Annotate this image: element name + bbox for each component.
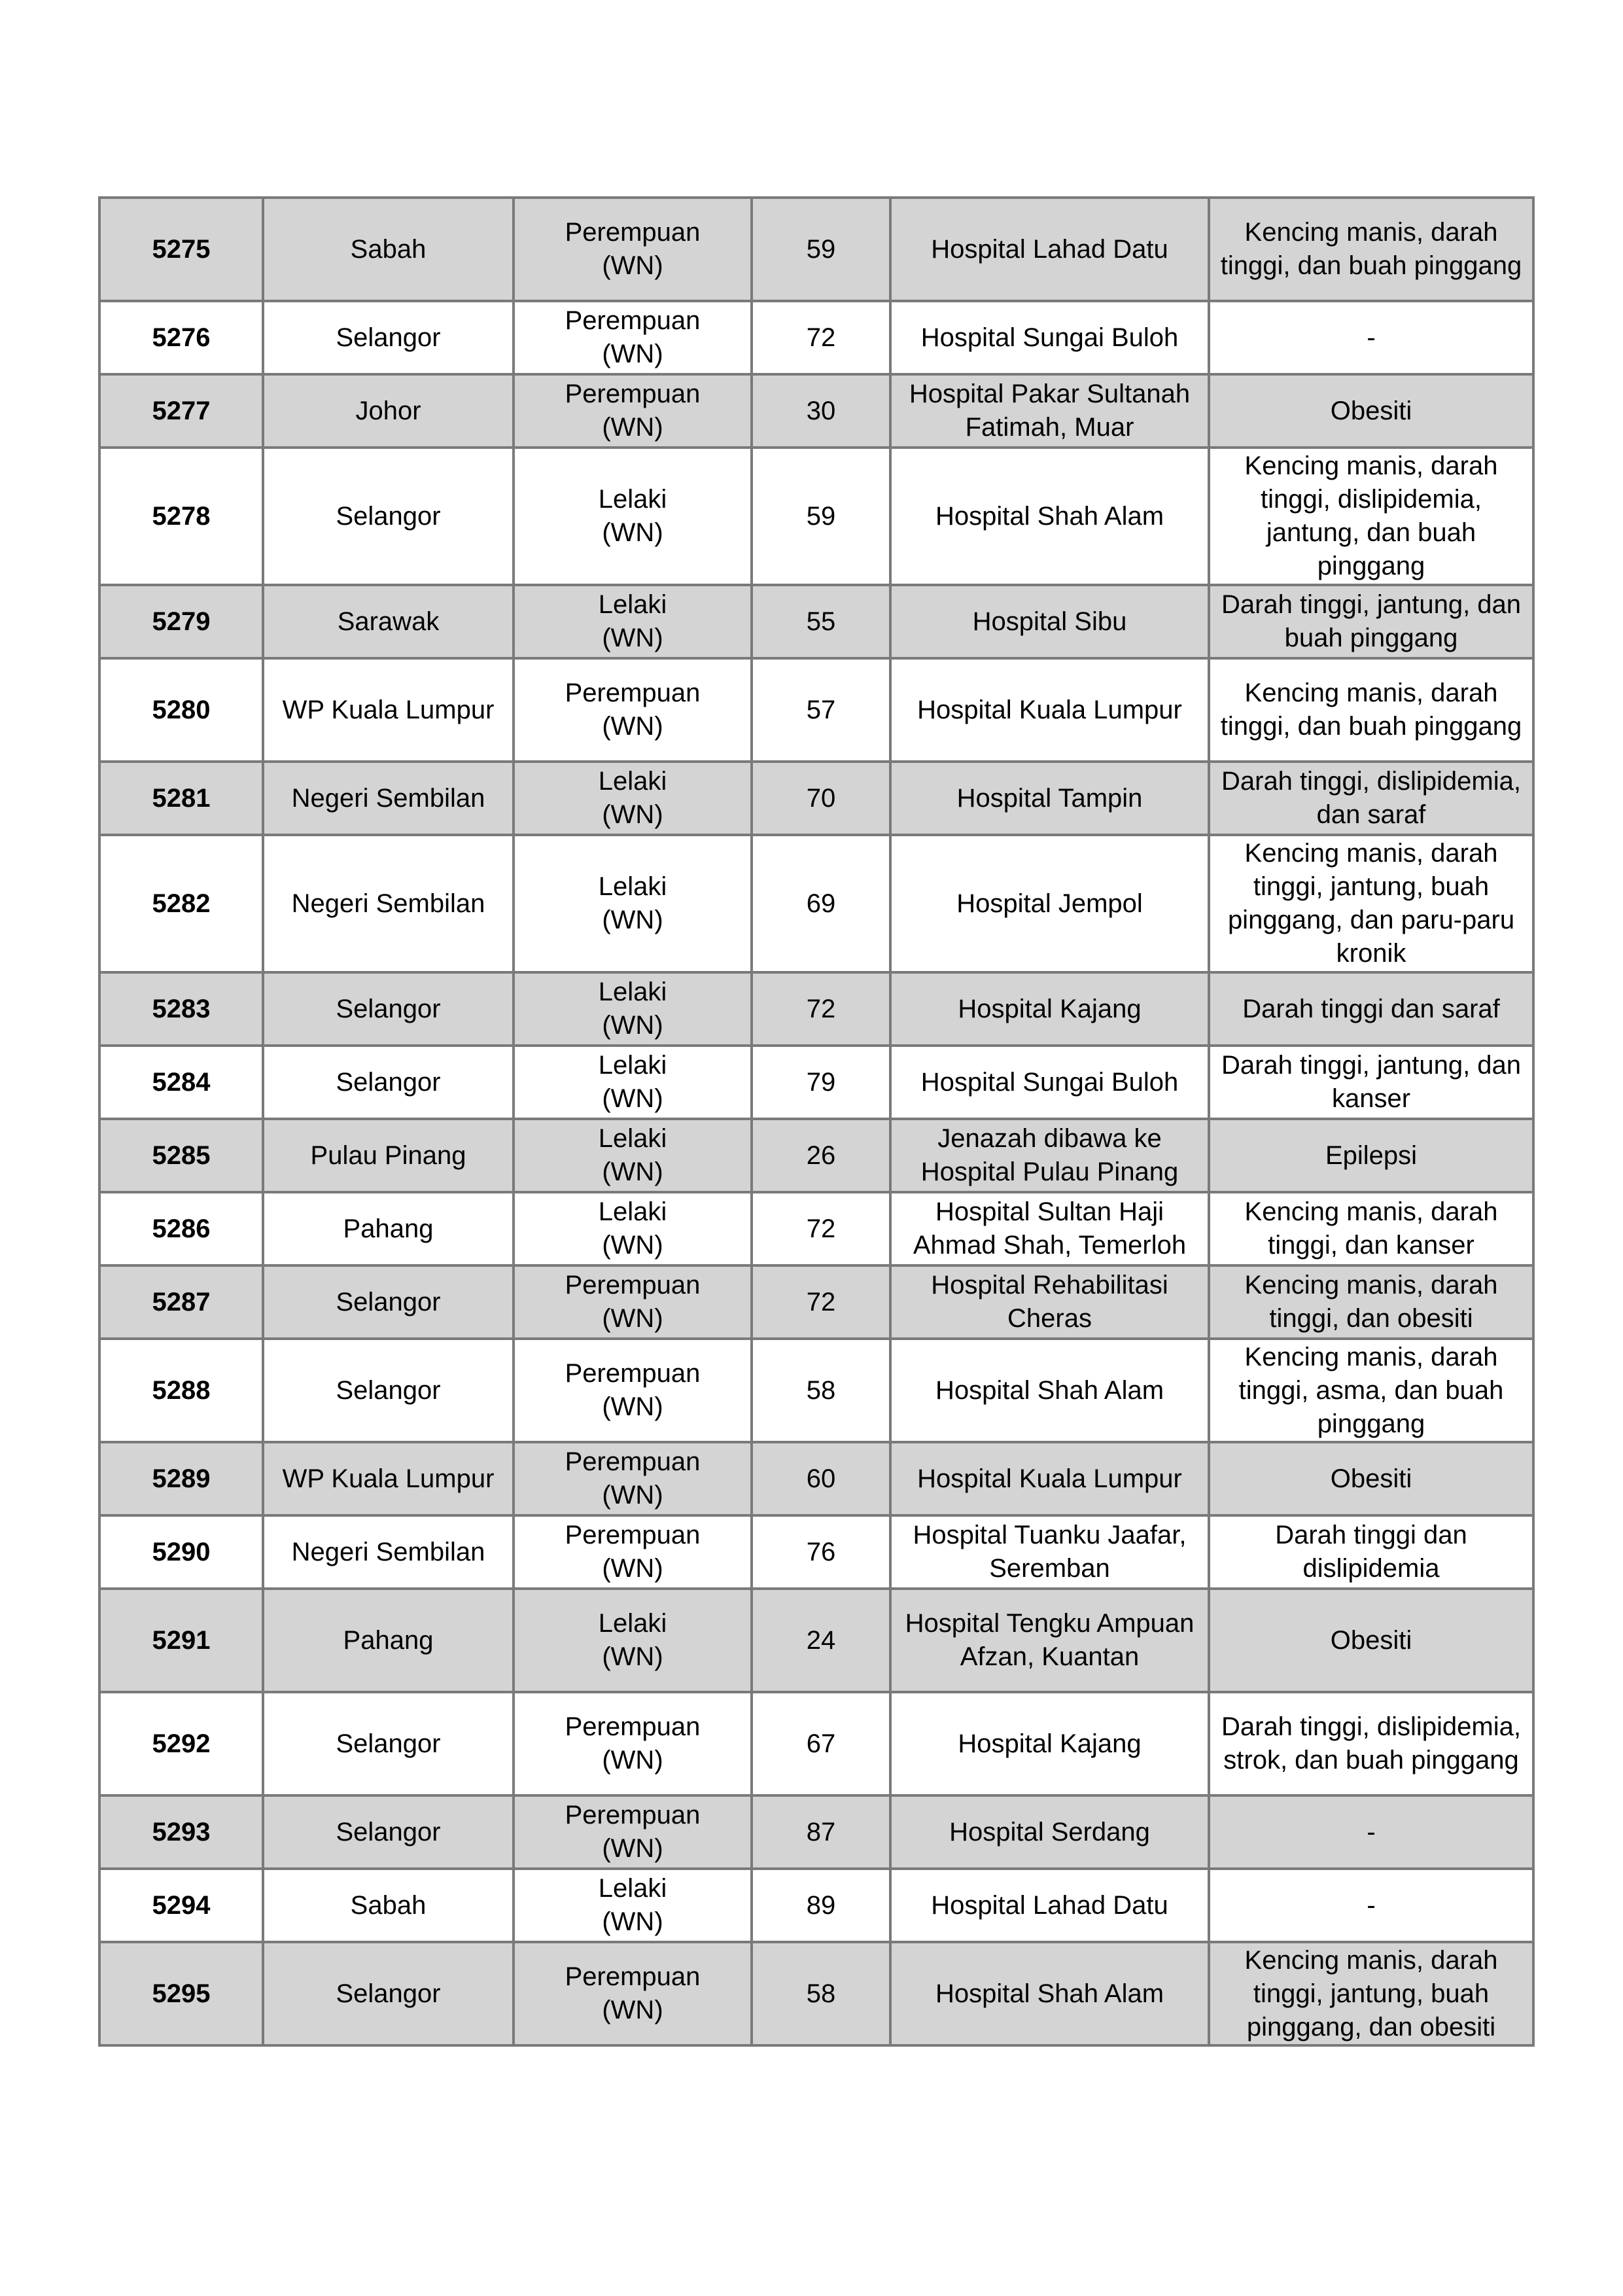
comorbidity-cell: - bbox=[1209, 1795, 1533, 1869]
case-number: 5284 bbox=[99, 1046, 263, 1119]
hospital-cell: Hospital Sibu bbox=[890, 585, 1209, 658]
table-row bbox=[99, 1795, 1533, 1869]
table-row bbox=[99, 1119, 1533, 1192]
gender-cell: Perempuan (WN) bbox=[514, 374, 752, 448]
case-number: 5292 bbox=[99, 1692, 263, 1795]
comorbidity-cell: Kencing manis, darah tinggi, dan kanser bbox=[1209, 1192, 1533, 1265]
table-row bbox=[99, 1692, 1533, 1795]
case-number: 5276 bbox=[99, 301, 263, 374]
comorbidity-cell: Obesiti bbox=[1209, 1589, 1533, 1692]
hospital-cell: Hospital Sungai Buloh bbox=[890, 301, 1209, 374]
comorbidity-cell: - bbox=[1209, 1869, 1533, 1942]
case-number: 5294 bbox=[99, 1869, 263, 1942]
age-cell: 58 bbox=[752, 1339, 890, 1442]
age-cell: 72 bbox=[752, 1192, 890, 1265]
case-number: 5287 bbox=[99, 1265, 263, 1339]
state-cell: Sabah bbox=[263, 1869, 514, 1942]
state-cell: Pahang bbox=[263, 1192, 514, 1265]
case-number: 5293 bbox=[99, 1795, 263, 1869]
age-cell: 59 bbox=[752, 448, 890, 585]
case-number: 5282 bbox=[99, 835, 263, 972]
age-cell: 24 bbox=[752, 1589, 890, 1692]
state-cell: Selangor bbox=[263, 448, 514, 585]
table-row bbox=[99, 762, 1533, 835]
hospital-cell: Hospital Kuala Lumpur bbox=[890, 1442, 1209, 1515]
hospital-cell: Hospital Pakar Sultanah Fatimah, Muar bbox=[890, 374, 1209, 448]
gender-cell: Lelaki (WN) bbox=[514, 585, 752, 658]
case-number: 5285 bbox=[99, 1119, 263, 1192]
age-cell: 72 bbox=[752, 972, 890, 1046]
comorbidity-cell: Darah tinggi dan dislipidemia bbox=[1209, 1515, 1533, 1589]
age-cell: 76 bbox=[752, 1515, 890, 1589]
age-cell: 30 bbox=[752, 374, 890, 448]
hospital-cell: Hospital Jempol bbox=[890, 835, 1209, 972]
age-cell: 55 bbox=[752, 585, 890, 658]
age-cell: 87 bbox=[752, 1795, 890, 1869]
table-row bbox=[99, 1442, 1533, 1515]
state-cell: Selangor bbox=[263, 1942, 514, 2045]
age-cell: 57 bbox=[752, 658, 890, 762]
hospital-cell: Hospital Lahad Datu bbox=[890, 198, 1209, 301]
gender-cell: Perempuan (WN) bbox=[514, 658, 752, 762]
death-cases-table bbox=[98, 196, 1535, 2047]
table-row bbox=[99, 448, 1533, 585]
state-cell: Negeri Sembilan bbox=[263, 762, 514, 835]
comorbidity-cell: Kencing manis, darah tinggi, jantung, buah pinggang, dan obesiti bbox=[1209, 1942, 1533, 2045]
case-number: 5281 bbox=[99, 762, 263, 835]
comorbidity-cell: Darah tinggi, jantung, dan buah pinggang bbox=[1209, 585, 1533, 658]
state-cell: WP Kuala Lumpur bbox=[263, 1442, 514, 1515]
table-row bbox=[99, 1192, 1533, 1265]
hospital-cell: Hospital Kajang bbox=[890, 1692, 1209, 1795]
table-row bbox=[99, 374, 1533, 448]
hospital-cell: Hospital Sungai Buloh bbox=[890, 1046, 1209, 1119]
table-row bbox=[99, 1869, 1533, 1942]
gender-cell: Perempuan (WN) bbox=[514, 198, 752, 301]
age-cell: 67 bbox=[752, 1692, 890, 1795]
case-number: 5291 bbox=[99, 1589, 263, 1692]
comorbidity-cell: Kencing manis, darah tinggi, jantung, buah pinggang, dan paru-paru kronik bbox=[1209, 835, 1533, 972]
hospital-cell: Jenazah dibawa ke Hospital Pulau Pinang bbox=[890, 1119, 1209, 1192]
gender-cell: Perempuan (WN) bbox=[514, 1942, 752, 2045]
age-cell: 72 bbox=[752, 1265, 890, 1339]
gender-cell: Lelaki (WN) bbox=[514, 1869, 752, 1942]
age-cell: 60 bbox=[752, 1442, 890, 1515]
state-cell: Selangor bbox=[263, 1339, 514, 1442]
comorbidity-cell: Kencing manis, darah tinggi, asma, dan buah pinggang bbox=[1209, 1339, 1533, 1442]
gender-cell: Perempuan (WN) bbox=[514, 1265, 752, 1339]
table-row bbox=[99, 658, 1533, 762]
hospital-cell: Hospital Shah Alam bbox=[890, 1339, 1209, 1442]
state-cell: Selangor bbox=[263, 1692, 514, 1795]
age-cell: 59 bbox=[752, 198, 890, 301]
state-cell: Pahang bbox=[263, 1589, 514, 1692]
comorbidity-cell: Darah tinggi, jantung, dan kanser bbox=[1209, 1046, 1533, 1119]
case-number: 5286 bbox=[99, 1192, 263, 1265]
gender-cell: Lelaki (WN) bbox=[514, 762, 752, 835]
hospital-cell: Hospital Kajang bbox=[890, 972, 1209, 1046]
comorbidity-cell: Obesiti bbox=[1209, 374, 1533, 448]
state-cell: Negeri Sembilan bbox=[263, 835, 514, 972]
gender-cell: Lelaki (WN) bbox=[514, 1192, 752, 1265]
hospital-cell: Hospital Serdang bbox=[890, 1795, 1209, 1869]
state-cell: Selangor bbox=[263, 301, 514, 374]
state-cell: Pulau Pinang bbox=[263, 1119, 514, 1192]
case-number: 5295 bbox=[99, 1942, 263, 2045]
gender-cell: Lelaki (WN) bbox=[514, 1589, 752, 1692]
state-cell: Selangor bbox=[263, 1265, 514, 1339]
gender-cell: Perempuan (WN) bbox=[514, 1515, 752, 1589]
case-number: 5278 bbox=[99, 448, 263, 585]
table-row bbox=[99, 1942, 1533, 2045]
comorbidity-cell: Epilepsi bbox=[1209, 1119, 1533, 1192]
comorbidity-cell: Darah tinggi, dislipidemia, strok, dan buah pinggang bbox=[1209, 1692, 1533, 1795]
hospital-cell: Hospital Tampin bbox=[890, 762, 1209, 835]
state-cell: Johor bbox=[263, 374, 514, 448]
table-row bbox=[99, 1589, 1533, 1692]
comorbidity-cell: - bbox=[1209, 301, 1533, 374]
table-row bbox=[99, 1265, 1533, 1339]
gender-cell: Lelaki (WN) bbox=[514, 835, 752, 972]
age-cell: 69 bbox=[752, 835, 890, 972]
gender-cell: Perempuan (WN) bbox=[514, 1692, 752, 1795]
state-cell: Selangor bbox=[263, 972, 514, 1046]
gender-cell: Lelaki (WN) bbox=[514, 1119, 752, 1192]
hospital-cell: Hospital Shah Alam bbox=[890, 448, 1209, 585]
comorbidity-cell: Darah tinggi, dislipidemia, dan saraf bbox=[1209, 762, 1533, 835]
gender-cell: Perempuan (WN) bbox=[514, 1795, 752, 1869]
case-number: 5288 bbox=[99, 1339, 263, 1442]
state-cell: WP Kuala Lumpur bbox=[263, 658, 514, 762]
table-row bbox=[99, 1046, 1533, 1119]
age-cell: 89 bbox=[752, 1869, 890, 1942]
gender-cell: Perempuan (WN) bbox=[514, 1339, 752, 1442]
case-number: 5277 bbox=[99, 374, 263, 448]
age-cell: 70 bbox=[752, 762, 890, 835]
age-cell: 79 bbox=[752, 1046, 890, 1119]
state-cell: Selangor bbox=[263, 1046, 514, 1119]
table-row bbox=[99, 835, 1533, 972]
gender-cell: Lelaki (WN) bbox=[514, 448, 752, 585]
gender-cell: Perempuan (WN) bbox=[514, 1442, 752, 1515]
hospital-cell: Hospital Tuanku Jaafar, Seremban bbox=[890, 1515, 1209, 1589]
age-cell: 58 bbox=[752, 1942, 890, 2045]
gender-cell: Lelaki (WN) bbox=[514, 1046, 752, 1119]
comorbidity-cell: Kencing manis, darah tinggi, dislipidemia, jantung, dan buah pinggang bbox=[1209, 448, 1533, 585]
case-number: 5279 bbox=[99, 585, 263, 658]
comorbidity-cell: Kencing manis, darah tinggi, dan buah pinggang bbox=[1209, 198, 1533, 301]
state-cell: Sarawak bbox=[263, 585, 514, 658]
gender-cell: Perempuan (WN) bbox=[514, 301, 752, 374]
comorbidity-cell: Darah tinggi dan saraf bbox=[1209, 972, 1533, 1046]
hospital-cell: Hospital Lahad Datu bbox=[890, 1869, 1209, 1942]
state-cell: Selangor bbox=[263, 1795, 514, 1869]
comorbidity-cell: Kencing manis, darah tinggi, dan buah pinggang bbox=[1209, 658, 1533, 762]
case-number: 5283 bbox=[99, 972, 263, 1046]
comorbidity-cell: Kencing manis, darah tinggi, dan obesiti bbox=[1209, 1265, 1533, 1339]
hospital-cell: Hospital Tengku Ampuan Afzan, Kuantan bbox=[890, 1589, 1209, 1692]
table-row bbox=[99, 585, 1533, 658]
case-number: 5280 bbox=[99, 658, 263, 762]
comorbidity-cell: Obesiti bbox=[1209, 1442, 1533, 1515]
hospital-cell: Hospital Kuala Lumpur bbox=[890, 658, 1209, 762]
age-cell: 72 bbox=[752, 301, 890, 374]
age-cell: 26 bbox=[752, 1119, 890, 1192]
table-row bbox=[99, 1339, 1533, 1442]
case-number: 5275 bbox=[99, 198, 263, 301]
case-number: 5289 bbox=[99, 1442, 263, 1515]
gender-cell: Lelaki (WN) bbox=[514, 972, 752, 1046]
case-number: 5290 bbox=[99, 1515, 263, 1589]
state-cell: Negeri Sembilan bbox=[263, 1515, 514, 1589]
table-row bbox=[99, 1515, 1533, 1589]
hospital-cell: Hospital Shah Alam bbox=[890, 1942, 1209, 2045]
table-row bbox=[99, 198, 1533, 301]
table-row bbox=[99, 972, 1533, 1046]
hospital-cell: Hospital Sultan Haji Ahmad Shah, Temerloh bbox=[890, 1192, 1209, 1265]
hospital-cell: Hospital Rehabilitasi Cheras bbox=[890, 1265, 1209, 1339]
table-row bbox=[99, 301, 1533, 374]
state-cell: Sabah bbox=[263, 198, 514, 301]
